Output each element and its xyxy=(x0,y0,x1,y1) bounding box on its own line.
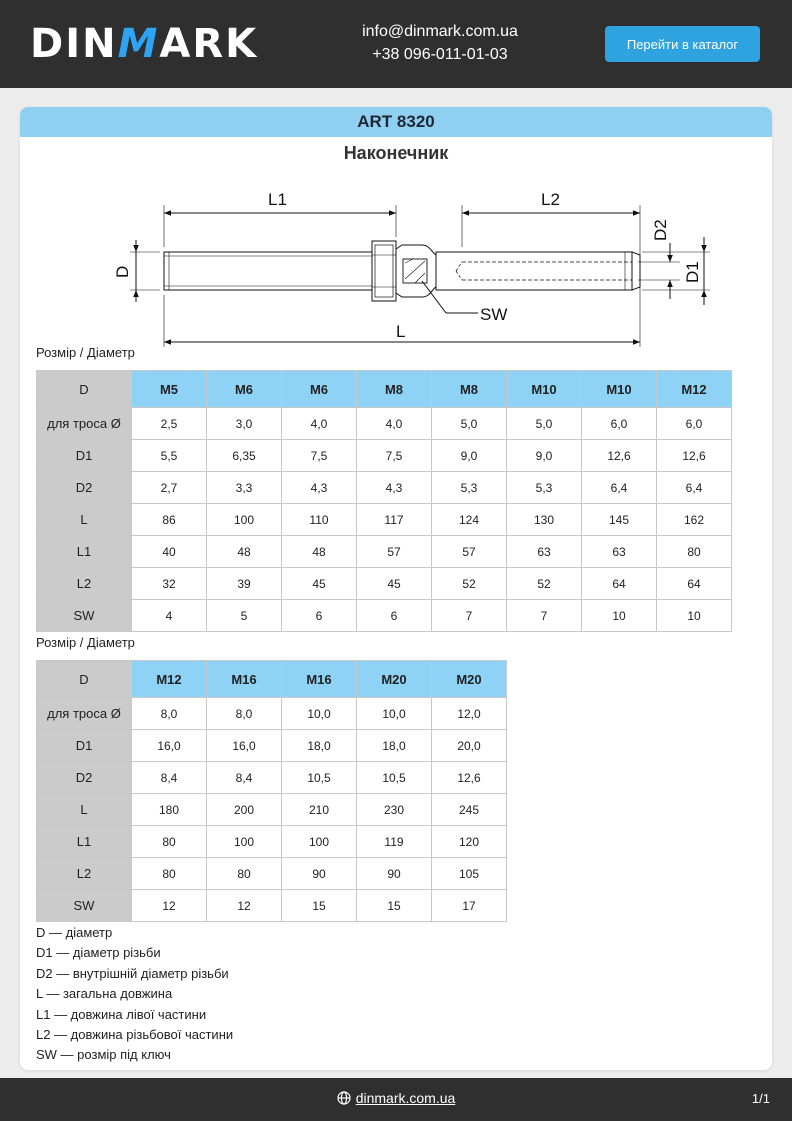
table-cell: 48 xyxy=(282,536,357,568)
row-label: D2 xyxy=(37,472,132,504)
logo-text-left: DIN xyxy=(30,21,118,67)
table1-caption: Розмір / Діаметр xyxy=(36,345,135,360)
dinmark-logo[interactable] xyxy=(30,22,258,66)
table-row xyxy=(37,600,732,632)
logo-text-right: ARK xyxy=(159,21,259,67)
row-label: L1 xyxy=(37,826,132,858)
table-cell: 100 xyxy=(207,826,282,858)
table-cell: 10 xyxy=(582,600,657,632)
legend-item: D — діаметр xyxy=(36,925,113,940)
table-cell: 10,5 xyxy=(282,762,357,794)
contacts-block xyxy=(330,20,550,66)
table-cell: 90 xyxy=(357,858,432,890)
table-cell: 7 xyxy=(507,600,582,632)
table-cell: 80 xyxy=(207,858,282,890)
table-row xyxy=(37,440,732,472)
table-cell: 32 xyxy=(132,568,207,600)
row-label: D2 xyxy=(37,762,132,794)
table-cell: 20,0 xyxy=(432,730,507,762)
page-header xyxy=(0,0,792,88)
column-header: M10 xyxy=(507,371,582,408)
table-cell: 245 xyxy=(432,794,507,826)
dim-label-l: L xyxy=(396,322,406,341)
table-cell: 110 xyxy=(282,504,357,536)
table-row xyxy=(37,408,732,440)
table-row xyxy=(37,890,507,922)
table-cell: 12,0 xyxy=(432,698,507,730)
column-header: M6 xyxy=(282,371,357,408)
legend-item: L1 — довжина лівої частини xyxy=(36,1006,207,1022)
legend-item: SW — розмір під ключ xyxy=(36,1047,171,1063)
table-cell: 6,0 xyxy=(657,408,732,440)
table-row xyxy=(37,568,732,600)
table-cell: 117 xyxy=(357,504,432,536)
logo-text-accent: M xyxy=(117,21,160,67)
row-label: для троса Ø xyxy=(37,408,132,440)
table-cell: 5,0 xyxy=(432,408,507,440)
table-cell: 124 xyxy=(432,504,507,536)
row-label: L xyxy=(37,504,132,536)
contact-email[interactable]: info@dinmark.com.ua xyxy=(362,23,518,40)
table-row xyxy=(37,826,507,858)
table-cell: 6,4 xyxy=(582,472,657,504)
table-cell: 64 xyxy=(657,568,732,600)
table-cell: 10,0 xyxy=(282,698,357,730)
column-header: M8 xyxy=(357,371,432,408)
legend-item: D2 — внутрішній діаметр різьби xyxy=(36,965,229,981)
table-cell: 6 xyxy=(357,600,432,632)
table-cell: 7,5 xyxy=(357,440,432,472)
right-tube-outline xyxy=(436,252,632,290)
table-cell: 16,0 xyxy=(132,730,207,762)
column-header: M10 xyxy=(582,371,657,408)
table-cell: 162 xyxy=(657,504,732,536)
table-row xyxy=(37,858,507,890)
row-label: D1 xyxy=(37,730,132,762)
column-header: M12 xyxy=(132,661,207,698)
table-cell: 105 xyxy=(432,858,507,890)
table-cell: 5,3 xyxy=(432,472,507,504)
row-label: L xyxy=(37,794,132,826)
column-header: M16 xyxy=(207,661,282,698)
table-cell: 80 xyxy=(132,826,207,858)
left-rod-outline xyxy=(164,252,372,290)
table-cell: 8,0 xyxy=(132,698,207,730)
table-cell: 63 xyxy=(582,536,657,568)
table-cell: 6,0 xyxy=(582,408,657,440)
row-label: L2 xyxy=(37,858,132,890)
table-cell: 90 xyxy=(282,858,357,890)
table-cell: 130 xyxy=(507,504,582,536)
table-cell: 12,6 xyxy=(582,440,657,472)
table-header-row xyxy=(37,371,732,408)
table-cell: 16,0 xyxy=(207,730,282,762)
table-row xyxy=(37,762,507,794)
table-cell: 3,3 xyxy=(207,472,282,504)
table-cell: 10,5 xyxy=(357,762,432,794)
table-cell: 100 xyxy=(207,504,282,536)
table-cell: 15 xyxy=(282,890,357,922)
row-label: для троса Ø xyxy=(37,698,132,730)
table-cell: 4,3 xyxy=(282,472,357,504)
column-header: M8 xyxy=(432,371,507,408)
table-row xyxy=(37,794,507,826)
table-cell: 18,0 xyxy=(357,730,432,762)
page-footer xyxy=(0,1078,792,1121)
table-cell: 12 xyxy=(207,890,282,922)
table-cell: 57 xyxy=(432,536,507,568)
size-table-2 xyxy=(36,660,507,922)
table-row xyxy=(37,698,507,730)
table-cell: 45 xyxy=(282,568,357,600)
table-cell: 2,5 xyxy=(132,408,207,440)
table-cell: 5 xyxy=(207,600,282,632)
table-row xyxy=(37,472,732,504)
table-cell: 7,5 xyxy=(282,440,357,472)
row-label: D1 xyxy=(37,440,132,472)
table-cell: 48 xyxy=(207,536,282,568)
table-cell: 6,4 xyxy=(657,472,732,504)
table-cell: 9,0 xyxy=(507,440,582,472)
globe-icon xyxy=(337,1091,351,1105)
table-cell: 5,0 xyxy=(507,408,582,440)
column-header: M12 xyxy=(657,371,732,408)
table-cell: 39 xyxy=(207,568,282,600)
table-cell: 45 xyxy=(357,568,432,600)
dim-label-d1: D1 xyxy=(683,261,702,283)
legend-item: L2 — довжина різьбової частини xyxy=(36,1026,234,1042)
product-card xyxy=(20,107,772,1070)
table-cell: 119 xyxy=(357,826,432,858)
dim-label-d: D xyxy=(113,265,132,278)
table-cell: 12,6 xyxy=(657,440,732,472)
website-link-text: dinmark.com.ua xyxy=(355,1090,456,1106)
legend xyxy=(36,923,233,1066)
table-cell: 4,0 xyxy=(357,408,432,440)
row-label: SW xyxy=(37,600,132,632)
table-header-row xyxy=(37,661,507,698)
product-title: Наконечник xyxy=(343,143,449,163)
table-cell: 86 xyxy=(132,504,207,536)
table-cell: 40 xyxy=(132,536,207,568)
table-cell: 15 xyxy=(357,890,432,922)
legend-item: D1 — діаметр різьби xyxy=(36,945,161,961)
table-cell: 100 xyxy=(282,826,357,858)
table2-caption: Розмір / Діаметр xyxy=(36,635,135,650)
table-cell: 52 xyxy=(432,568,507,600)
dim-label-l2: L2 xyxy=(541,190,560,209)
table-cell: 230 xyxy=(357,794,432,826)
table-cell: 10,0 xyxy=(357,698,432,730)
header-label-cell: D xyxy=(37,371,132,408)
column-header: M20 xyxy=(432,661,507,698)
column-header: M20 xyxy=(357,661,432,698)
legend-item: L — загальна довжина xyxy=(36,986,173,1002)
table-cell: 6 xyxy=(282,600,357,632)
table-cell: 57 xyxy=(357,536,432,568)
table-cell: 8,4 xyxy=(132,762,207,794)
table-cell: 120 xyxy=(432,826,507,858)
table-cell: 8,4 xyxy=(207,762,282,794)
row-label: L2 xyxy=(37,568,132,600)
table-cell: 180 xyxy=(132,794,207,826)
table-cell: 10 xyxy=(657,600,732,632)
table-cell: 52 xyxy=(507,568,582,600)
table-cell: 4 xyxy=(132,600,207,632)
table-cell: 3,0 xyxy=(207,408,282,440)
table-cell: 2,7 xyxy=(132,472,207,504)
table-cell: 63 xyxy=(507,536,582,568)
table-row xyxy=(37,730,507,762)
table-cell: 7 xyxy=(432,600,507,632)
table-cell: 17 xyxy=(432,890,507,922)
technical-drawing xyxy=(90,185,710,351)
row-label: L1 xyxy=(37,536,132,568)
dim-label-sw: SW xyxy=(480,305,508,324)
table-cell: 64 xyxy=(582,568,657,600)
table-cell: 80 xyxy=(657,536,732,568)
table-cell: 9,0 xyxy=(432,440,507,472)
row-label: SW xyxy=(37,890,132,922)
swage-body-outline xyxy=(396,245,436,297)
table-cell: 18,0 xyxy=(282,730,357,762)
column-header: M16 xyxy=(282,661,357,698)
table-cell: 12 xyxy=(132,890,207,922)
table-cell: 80 xyxy=(132,858,207,890)
column-header: M5 xyxy=(132,371,207,408)
website-link[interactable] xyxy=(0,1090,792,1106)
size-table-1 xyxy=(36,370,732,632)
table-cell: 5,5 xyxy=(132,440,207,472)
nut-outline xyxy=(372,241,396,301)
table-cell: 200 xyxy=(207,794,282,826)
table-cell: 210 xyxy=(282,794,357,826)
page-number: 1/1 xyxy=(751,1091,770,1106)
table-cell: 8,0 xyxy=(207,698,282,730)
table-cell: 12,6 xyxy=(432,762,507,794)
column-header: M6 xyxy=(207,371,282,408)
go-to-catalog-button[interactable]: Перейти в каталог xyxy=(605,26,760,62)
table-row xyxy=(37,536,732,568)
dim-label-l1: L1 xyxy=(268,190,287,209)
table-cell: 4,3 xyxy=(357,472,432,504)
table-cell: 5,3 xyxy=(507,472,582,504)
article-title: ART 8320 xyxy=(20,107,772,137)
dim-label-d2: D2 xyxy=(651,219,670,241)
table-cell: 6,35 xyxy=(207,440,282,472)
table-row xyxy=(37,504,732,536)
table-cell: 4,0 xyxy=(282,408,357,440)
contact-phone[interactable]: +38 096-011-01-03 xyxy=(372,46,508,63)
table-cell: 145 xyxy=(582,504,657,536)
header-label-cell: D xyxy=(37,661,132,698)
